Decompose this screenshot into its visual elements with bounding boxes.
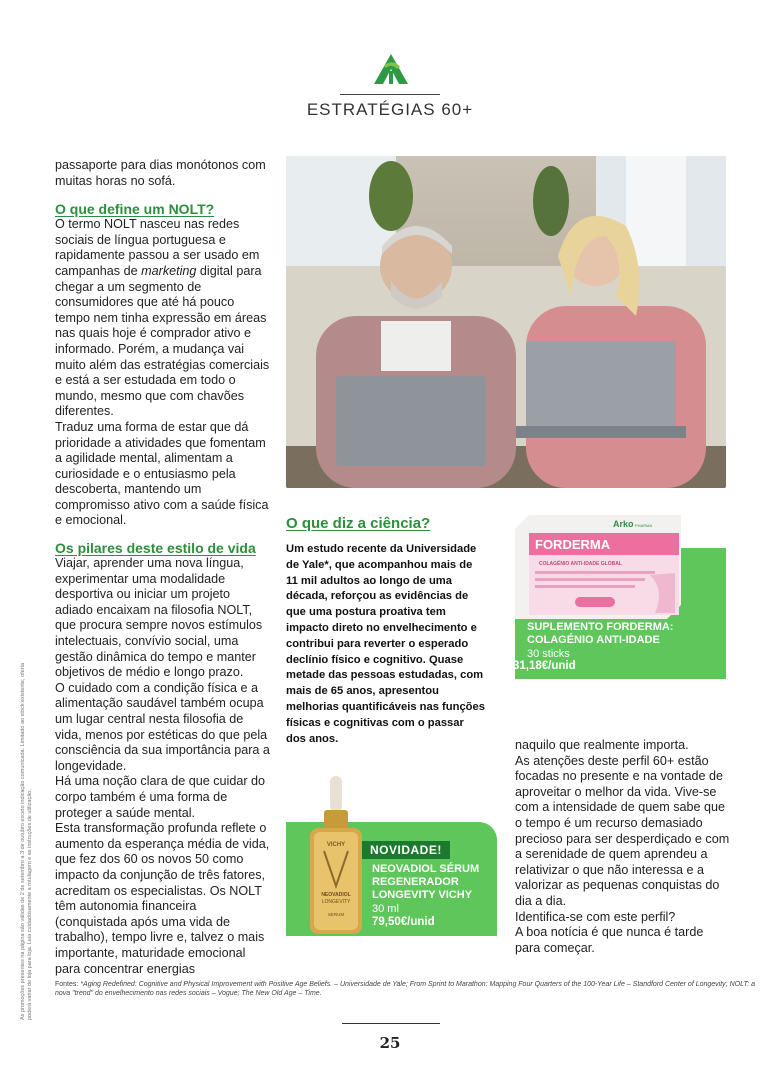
left-column: [55, 158, 270, 977]
paragraph-good-news: A boa notícia é que nunca é tarde para começar.: [515, 925, 704, 955]
heading-define-nolt: O que define um NOLT?: [55, 201, 215, 218]
promo-legal-note: As promoções presentes na página são válidas de 2 de setembro a 3 de outubro exceto indicação comunicada. Limitado ao stock existente; oferta poderá variar de loja para loja. Leia cuidadosamente a rotulagem e as instruções de utilização.: [20, 662, 33, 1020]
vichy-serum-bottle: [306, 776, 366, 936]
forderma-product-box: [515, 515, 681, 619]
svg-text:NEOVADIOL: NEOVADIOL: [321, 892, 351, 898]
promo-vichy-title: NEOVADIOL SÉRUM REGENERADOR LONGEVITY VICHY: [372, 863, 480, 901]
page-number: 25: [379, 1034, 401, 1052]
section-title: ESTRATÉGIAS 60+: [306, 100, 474, 119]
header-rule: [340, 94, 440, 95]
right-column: [515, 738, 730, 956]
brand-logo-icon: [372, 52, 410, 86]
couple-laptops-photo: [286, 156, 726, 488]
svg-text:SERUM: SERUM: [327, 912, 345, 917]
svg-text:COLAGÉNIO ANTI-IDADE GLOBAL: COLAGÉNIO ANTI-IDADE GLOBAL: [539, 561, 622, 567]
science-text: Um estudo recente da Universidade de Yale*, que acompanhou mais de 11 mil adultos ao longo de uma década, reforçou as evidências de que uma postura proativa tem impacto direto no envelhecimento e contribui para reverter o esperado declínio físico e cognitivo. Quase metade das pessoas estudadas, com mais de 65 anos, apresentou melhorias quantificáveis nas funções físicas e cognitivas com o passar dos anos.: [286, 543, 485, 745]
vichy-brand-text: VICHY: [326, 842, 346, 848]
intro-text: passaporte para dias monótonos com muitas horas no sofá.: [55, 158, 266, 188]
paragraph-health: O cuidado com a condição física e a alimentação saudável também ocupa um lugar central nesta filosofia de vida, menos por estéticas do que pela consciência da sua importância para a longevidade.: [55, 680, 270, 773]
paragraph-nolt-definition: Traduz uma forma de estar que dá prioridade a atividades que fomentam a agilidade mental, alimentam a curiosidade e o entusiasmo pela descoberta, mantendo um compromisso ativo com a saúde física e emocional.: [55, 419, 269, 528]
svg-text:PHARMA: PHARMA: [635, 523, 653, 528]
arko-brand-text: Arko: [613, 519, 634, 529]
promo-vichy-qty: 30 ml: [372, 903, 399, 915]
promo-vichy-price: 79,50€/unid: [372, 916, 435, 928]
paragraph-nolt-origin: O termo NOLT nasceu nas redes sociais de língua portuguesa e rapidamente passou a ser usado em campanhas de marketing digital para chegar a um segmento de consumidores que até há pouco tempo nem tinha expressão em áreas nas quais hoje é comprador ativo e informado. Porém, a mudança vai muito além das estratégias comerciais e está a ser estudada em todo o mundo, mesmo que com chavões diferentes.: [55, 217, 270, 419]
paragraph-what-matters: naquilo que realmente importa.: [515, 738, 689, 752]
promo-forderma-qty: 30 sticks: [527, 648, 570, 660]
heading-science: O que diz a ciência?: [286, 515, 431, 532]
new-badge: NOVIDADE!: [362, 841, 450, 859]
forderma-box-name: FORDERMA: [535, 537, 611, 552]
paragraph-pillars: Viajar, aprender uma nova língua, experimentar uma modalidade desportiva ou iniciar um projeto adiado encaixam na filosofia NOLT, que procura sempre novos estímulos intelectuais, convívio social, uma gestão dinâmica do tempo e manter objetivos de médio e longo prazo.: [55, 556, 263, 680]
footer-rule: [342, 1023, 440, 1024]
promo-forderma-price: 31,18€/unid: [513, 660, 576, 672]
promo-forderma-title: SUPLEMENTO FORDERMA: COLAGÉNIO ANTI-IDADE: [527, 621, 674, 646]
paragraph-profile: As atenções deste perfil 60+ estão focadas no presente e na vontade de aproveitar o melhor da vida. Vive-se com a intensidade de quem sabe que o tempo é um recurso demasiado precioso para ser desperdiçado e com a serenidade de quem aprendeu a relativizar o que não interessa e a valorizar as pequenas conquistas do dia a dia.: [515, 753, 730, 908]
svg-text:LONGEVITY: LONGEVITY: [321, 899, 351, 905]
sources-footnote: Fontes: *Aging Redefined: Cognitive and Physical Improvement with Positive Age Beliefs. – Universidade de Yale; From Sprint to Marathon: Mapping Four Quarters of the 100-Year Life – Standford Center of Longevity; NOLT: a nova "trend" do envelhecimento nas redes sociais – Vogue; The New Old Age – Time.: [55, 981, 755, 997]
paragraph-transformation: Esta transformação profunda reflete o aumento da esperança média de vida, que fez dos 60 os novos 50 como impacto da conjunção de três fatores, acreditam os especialistas. Os NOLT têm autonomia financeira (conquistada após uma vida de trabalho), tempo livre e, talvez o mais importante, maturidade emocional para concentrar energias: [55, 821, 270, 976]
paragraph-mental-health: Há uma noção clara de que cuidar do corpo também é uma forma de proteger a saúde mental.: [55, 774, 266, 820]
paragraph-question: Identifica-se com este perfil?: [515, 909, 676, 924]
heading-pillars: Os pilares deste estilo de vida: [55, 540, 256, 557]
